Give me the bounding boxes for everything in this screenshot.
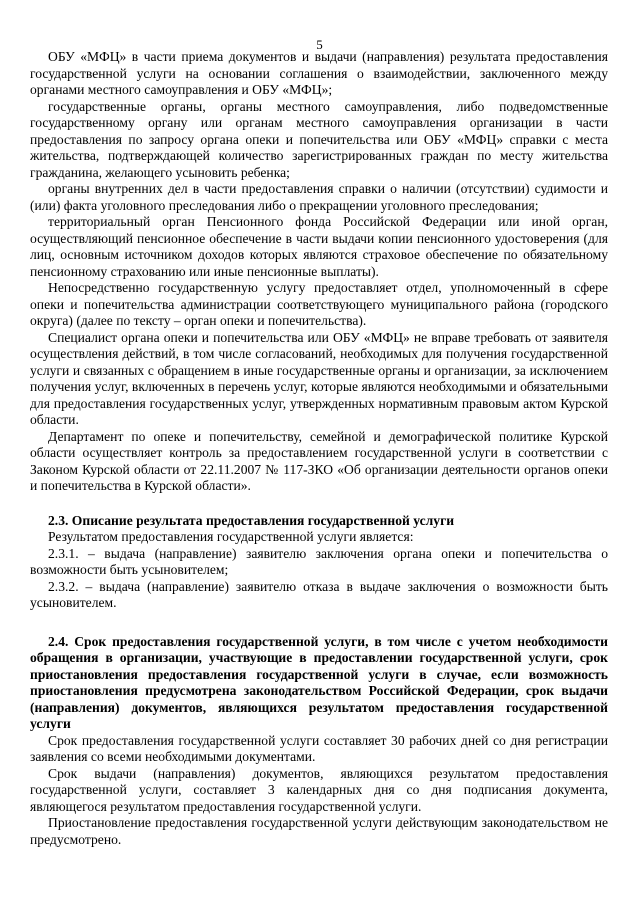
paragraph-service-provider: Непосредственно государственную услугу предоставляет отдел, уполномоченный в сфере опеки и попечительства администрации соответствующего муниципального района (городского округа) (далее по тексту – орган опеки и попечительства).: [30, 280, 608, 328]
paragraph-department-control: Департамент по опеке и попечительству, семейной и демографической политике Курской области осуществляет контроль за предоставлением государственной услуги в соответствии с Законом Курской области от 22.11.2007 № 117-ЗКО «Об организации деятельности органов опеки и попечительства в Курской области».: [30, 428, 608, 493]
section-2-4-paragraph: Срок предоставления государственной услуги составляет 30 рабочих дней со дня регистрации заявления со всеми необходимыми документами.: [30, 732, 608, 764]
paragraph-state-bodies: государственные органы, органы местного самоуправления, либо подведомственные государственному органу или органам местного самоуправления организации в части предоставления по запросу органа опеки и попечительства или ОБУ «МФЦ» справки с места жительства, подтверждающей количество зарегистрированных граждан по месту жительства гражданина, желающего усыновить ребенка;: [30, 98, 608, 180]
paragraph-mfc: ОБУ «МФЦ» в части приема документов и выдачи (направления) результата предоставления государственной услуги на основании соглашения о взаимодействии, заключенного между органами местного самоуправления и ОБУ «МФЦ»;: [30, 49, 608, 97]
section-2-3-paragraph: 2.3.2. – выдача (направление) заявителю отказа в выдаче заключения о возможности быть усыновителем.: [30, 578, 608, 610]
paragraph-specialist: Специалист органа опеки и попечительства или ОБУ «МФЦ» не вправе требовать от заявителя осуществления действий, в том числе согласований, необходимых для получения государственной услуги и связанных с обращением в иные государственные органы и организации, за исключением получения услуг, включенных в перечень услуг, которые являются необходимыми и обязательными для предоставления государственных услуг, утвержденных нормативным правовым актом Курской области.: [30, 329, 608, 427]
section-2-3-paragraph: 2.3.1. – выдача (направление) заявителю заключения органа опеки и попечительства о возможности быть усыновителем;: [30, 545, 608, 577]
section-2-4-heading: 2.4. Срок предоставления государственной услуги, в том числе с учетом необходимости обращения в организации, участвующие в предоставлении государственной услуги, срок приостановления предоставления государственной услуги в случае, если возможность приостановления предусмотрена законодательством Российской Федерации, срок выдачи (направления) документов, являющихся результатом предоставления государственной услуги: [30, 633, 608, 731]
section-2-3-paragraph: Результатом предоставления государственной услуги является:: [48, 529, 414, 544]
section-2-4-paragraph: Приостановление предоставления государственной услуги действующим законодательством не предусмотрено.: [30, 815, 608, 847]
paragraph-pension-fund: территориальный орган Пенсионного фонда Российской Федерации или иной орган, осуществляющий пенсионное обеспечение в части выдачи копии пенсионного удостоверения (для лиц, основным источником доходов которых являются страховое обеспечение по обязательному пенсионному страхованию или иные пенсионные выплаты).: [30, 214, 608, 279]
section-2-3-heading: 2.3. Описание результата предоставления государственной услуги: [48, 512, 455, 528]
page-number: 5: [316, 37, 323, 52]
section-2-4-paragraph: Срок выдачи (направления) документов, являющихся результатом предоставления государственной услуги, составляет 3 календарных дня со дня подписания документа, являющегося результатом предоставления государственной услуги.: [30, 765, 608, 814]
paragraph-internal-affairs: органы внутренних дел в части предоставления справки о наличии (отсутствии) судимости и (или) факта уголовного преследования либо о прекращении уголовного преследования;: [30, 181, 608, 213]
document-body: [30, 49, 608, 848]
